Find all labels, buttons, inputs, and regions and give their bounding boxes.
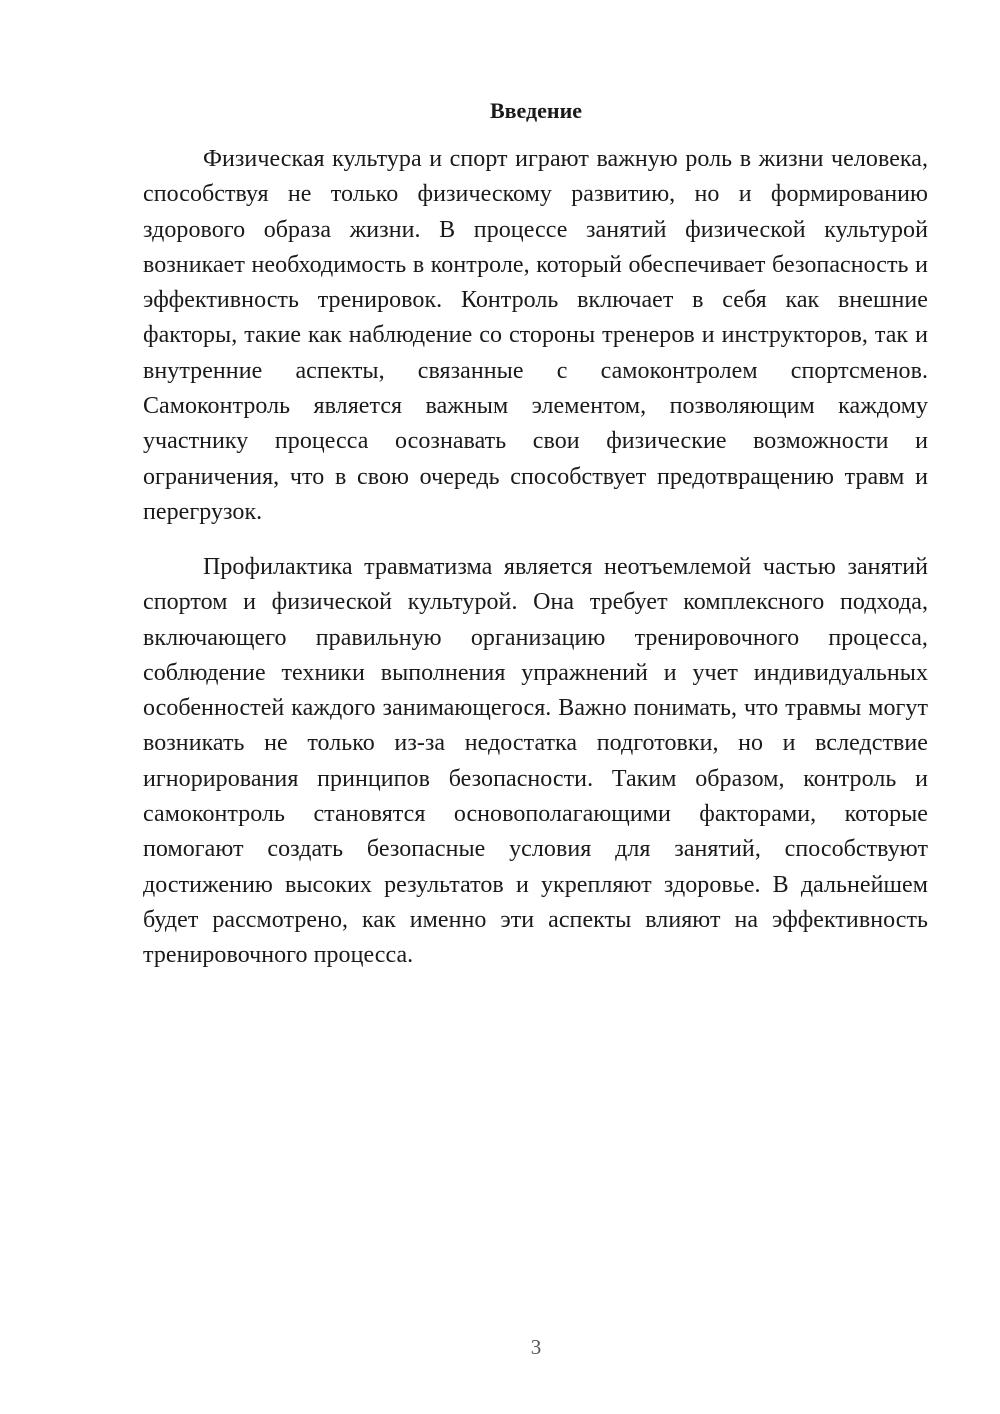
page-number: 3	[530, 1335, 542, 1359]
body-paragraph-2: Профилактика травматизма является неотъемлемой частью занятий спортом и физической культурой. Она требует комплексного подхода, включающего правильную организацию тренировочного процесса, соблюдение техники выполнения упражнений и учет индивидуальных особенностей каждого занимающегося. Важно понимать, что травмы могут возникать не только из-за недостатка подготовки, но и вследствие игнорирования принципов безопасности. Таким образом, контроль и самоконтроль становятся основополагающими факторами, которые помогают создать безопасные условия для занятий, способствуют достижению высоких результатов и укрепляют здоровье. В дальнейшем будет рассмотрено, как именно эти аспекты влияют на эффективность тренировочного процесса.	[143, 554, 928, 969]
body-paragraph-1: Физическая культура и спорт играют важную роль в жизни человека, способствуя не только физическому развитию, но и формированию здорового образа жизни. В процессе занятий физической культурой возникает необходимость в контроле, который обеспечивает безопасность и эффективность тренировок. Контроль включает в себя как внешние факторы, такие как наблюдение со стороны тренеров и инструкторов, так и внутренние аспекты, связанные с самоконтролем спортсменов. Самоконтроль является важным элементом, позволяющим каждому участнику процесса осознавать свои физические возможности и ограничения, что в свою очередь способствует предотвращению травм и перегрузок.	[143, 146, 928, 525]
section-title: Введение	[489, 98, 583, 123]
